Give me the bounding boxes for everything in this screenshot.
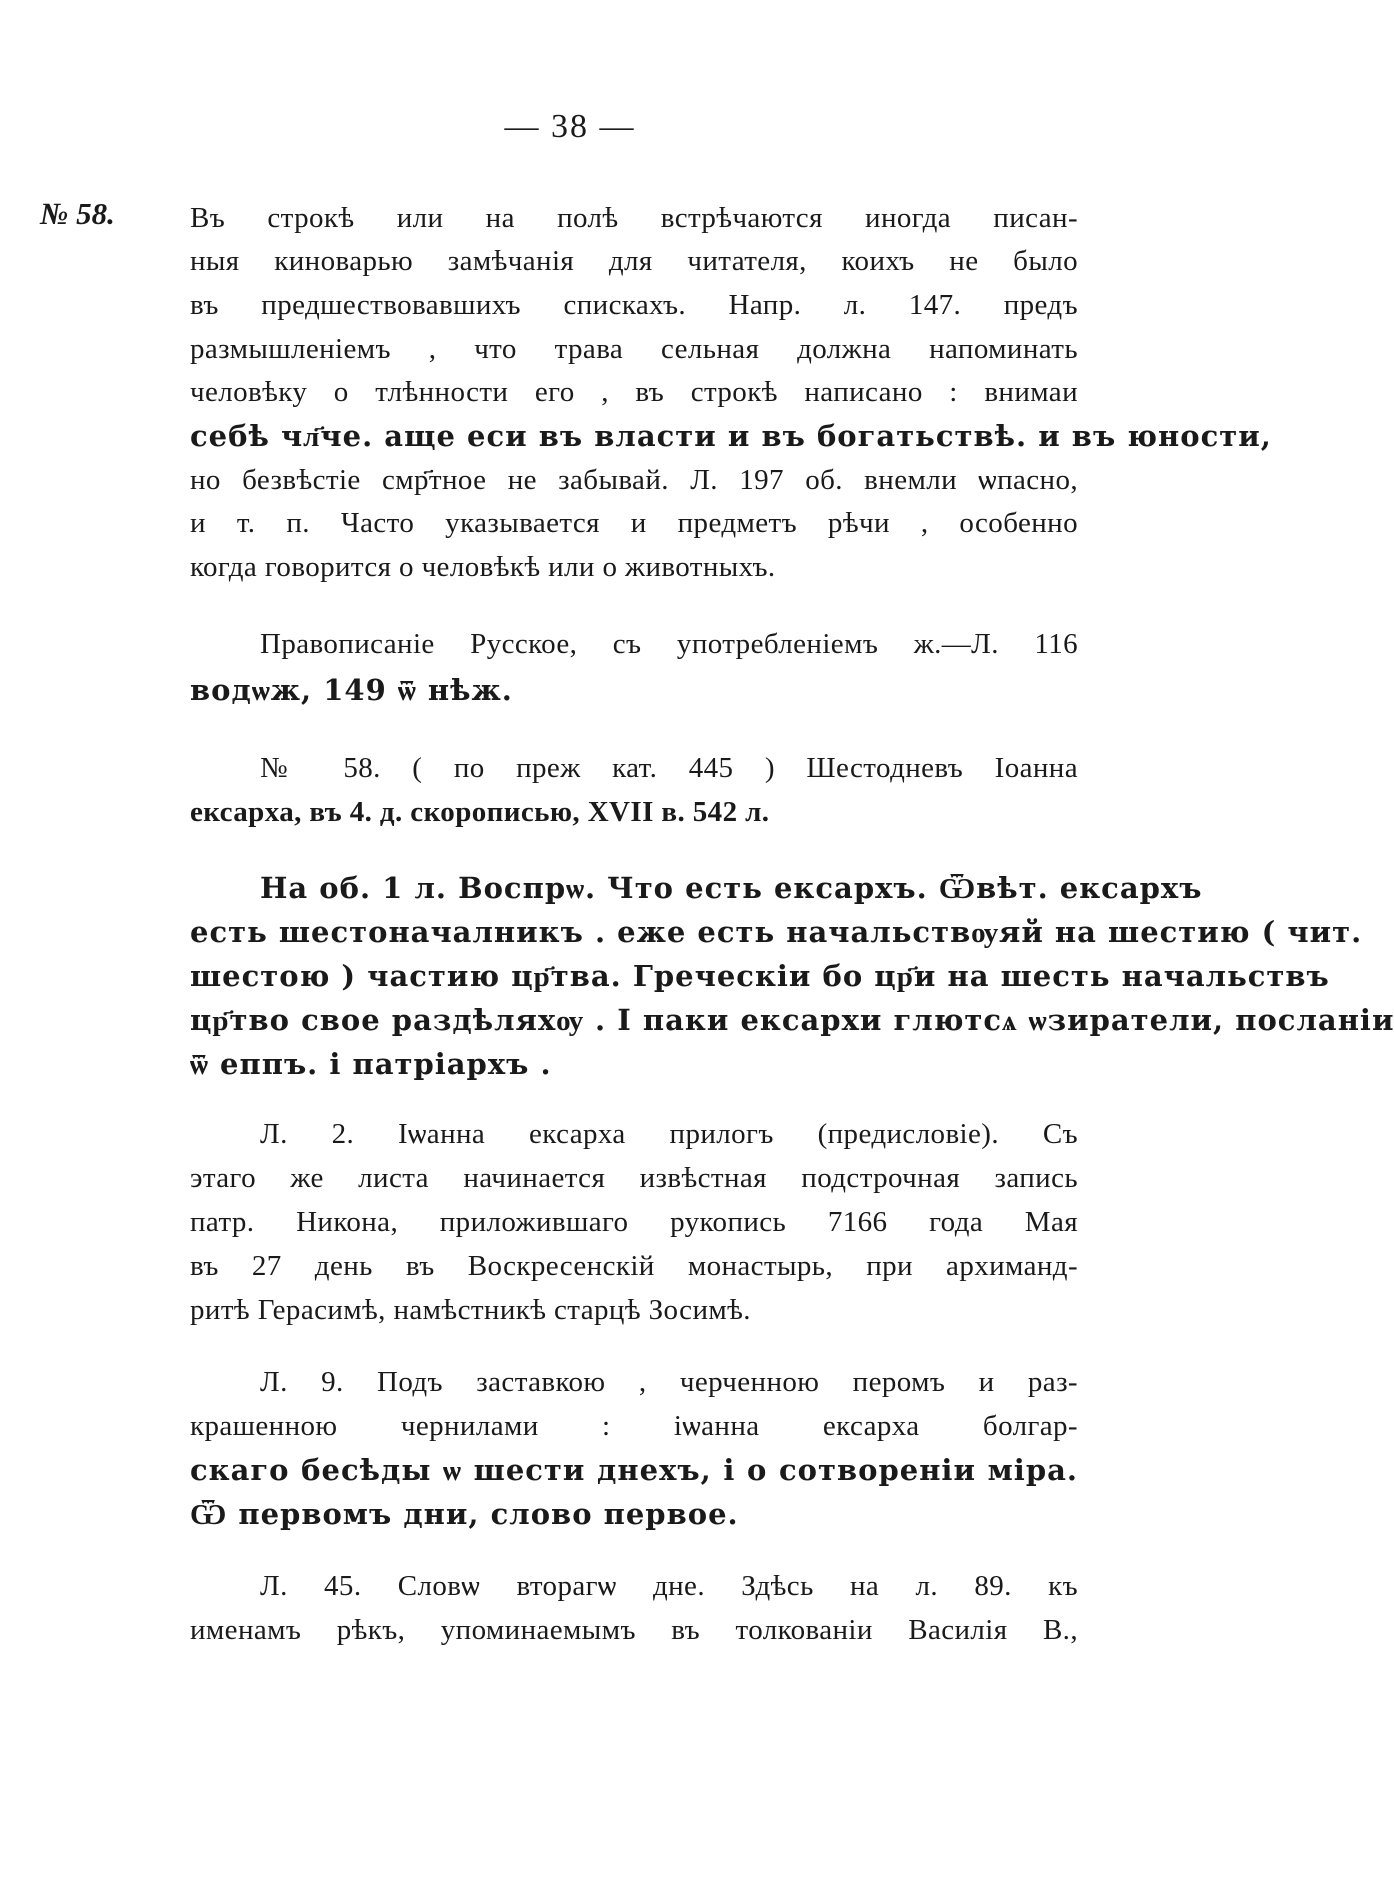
text-line: Въ строкѣ или на полѣ встрѣчаются иногда писан- (190, 202, 1078, 234)
slavonic-text-line: шестою ) частию цр҃тва. Греческіи бо цр҃и на шесть начальствъ (190, 959, 1330, 993)
text-line: патр. Никона, приложившаго рукопись 7166 года Мая (190, 1206, 1078, 1238)
text-line: этаго же листа начинается извѣстная подстрочная запись (190, 1162, 1078, 1194)
slavonic-text-line: цр҃тво свое раздѣляхѹ . І паки ексархи глютсѧ ѡзиратели, посланіи (190, 1003, 1394, 1037)
page-number: — 38 — (504, 108, 636, 145)
catalog-entry-heading: ексарха, въ 4. д. скорописью, XVII в. 542 л. (190, 796, 770, 828)
text-line: Л. 45. Словѡ вторагѡ дне. Здѣсь на л. 89. къ (260, 1570, 1078, 1602)
catalog-entry-heading: № 58. ( по преж кат. 445 ) Шестодневъ Іоанна (260, 752, 1078, 784)
text-line: ритѣ Герасимѣ, намѣстникѣ старцѣ Зосимѣ. (190, 1294, 751, 1326)
slavonic-text-line: себѣ чл҃че. аще еси въ власти и въ богатьствѣ. и въ юности, (190, 419, 1272, 453)
text-line: размышленіемъ , что трава сельная должна напоминать (190, 333, 1078, 365)
text-line: человѣку о тлѣнности его , въ строкѣ написано : внимаи (190, 376, 1078, 408)
text-line: крашенною чернилами : іѡанна ексарха болгар- (190, 1410, 1078, 1442)
text-line: ныя киноварью замѣчанія для читателя, коихъ не было (190, 245, 1078, 277)
slavonic-text-line: На об. 1 л. Воспрѡ. Что есть ексархъ. Ѿвѣт. ексархъ (260, 871, 1203, 905)
slavonic-text-line: Ѿ первомъ дни, слово первое. (190, 1497, 739, 1531)
text-line: Л. 2. Іѡанна ексарха прилогъ (предисловіе). Съ (260, 1118, 1078, 1150)
entry-number-label: № 58. (40, 196, 115, 231)
text-line: Правописаніе Русское, съ употребленіемъ ж.—Л. 116 (260, 628, 1078, 660)
text-line: но безвѣстіе смр҃тное не забывай. Л. 197 об. внемли ѡпасно, (190, 464, 1078, 496)
text-line: и т. п. Часто указывается и предметъ рѣчи , особенно (190, 507, 1078, 539)
slavonic-text-line: скаго бесѣды ѡ шести днехъ, і о сотвореніи міра. (190, 1453, 1078, 1487)
text-line: Л. 9. Подъ заставкою , черченною перомъ и раз- (260, 1366, 1078, 1398)
text-line: именамъ рѣкъ, упоминаемымъ въ толкованіи Василія В., (190, 1614, 1078, 1646)
text-line: когда говорится о человѣкѣ или о животныхъ. (190, 551, 776, 583)
text-line: въ 27 день въ Воскресенскій монастырь, при архиманд- (190, 1250, 1078, 1282)
slavonic-text-line: водѡж, 149 ѿ нѣж. (190, 673, 513, 707)
slavonic-text-line: ѿ еппъ. і патріархъ . (190, 1047, 552, 1081)
text-line: въ предшествовавшихъ спискахъ. Напр. л. 147. предъ (190, 289, 1078, 321)
slavonic-text-line: есть шестоначалникъ . еже есть начальствѹяй на шестию ( чит. (190, 915, 1363, 949)
